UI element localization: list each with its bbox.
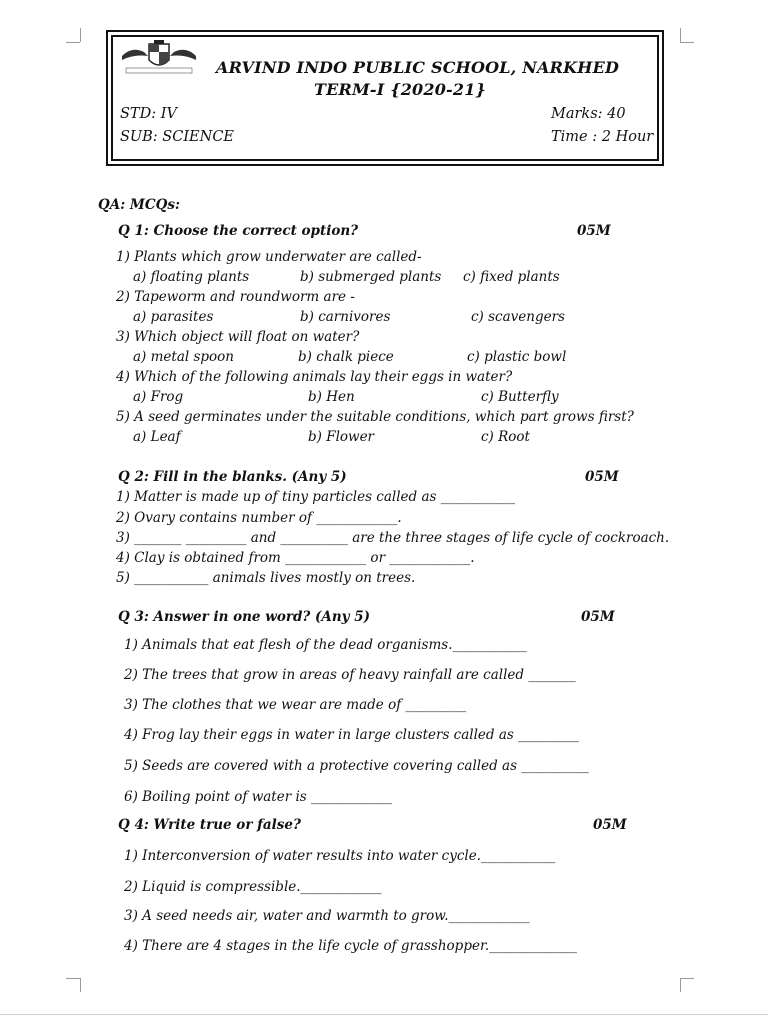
question-3-title: Q 3: Answer in one word? (Any 5) xyxy=(118,609,370,625)
mcq-option: b) Flower xyxy=(308,429,375,445)
question-3-marks: 05M xyxy=(581,609,615,625)
fill-blank-item: 5) ___________ animals lives mostly on trees. xyxy=(116,570,416,586)
fill-blank-item: 3) _______ _________ and __________ are the three stages of life cycle of cockroach. xyxy=(116,530,670,546)
mcq-option: c) scavengers xyxy=(471,309,565,325)
fill-blank-item: 2) Ovary contains number of ____________. xyxy=(116,510,402,526)
mcq-option: a) Frog xyxy=(133,389,184,405)
mcq-option: b) Hen xyxy=(308,389,355,405)
crop-mark xyxy=(680,42,694,43)
true-false-item: 2) Liquid is compressible.____________ xyxy=(124,879,382,895)
crop-mark xyxy=(66,978,80,979)
mcq-option: a) metal spoon xyxy=(133,349,234,365)
mcq-option: c) Root xyxy=(481,429,530,445)
true-false-item: 4) There are 4 stages in the life cycle of grasshopper._____________ xyxy=(124,938,577,954)
mcq-option: a) Leaf xyxy=(133,429,181,445)
mcq-question: 1) Plants which grow underwater are called- xyxy=(116,249,422,265)
question-1-marks: 05M xyxy=(577,223,611,239)
mcq-option: b) chalk piece xyxy=(298,349,394,365)
mcq-option: b) submerged plants xyxy=(300,269,442,285)
mcq-option: c) fixed plants xyxy=(463,269,560,285)
fill-blank-item: 1) Matter is made up of tiny particles called as ___________ xyxy=(116,489,515,505)
page-edge-line xyxy=(0,1014,768,1015)
school-name: ARVIND INDO PUBLIC SCHOOL, NARKHED xyxy=(216,58,620,77)
exam-term: TERM-I {2020-21} xyxy=(314,80,487,99)
crop-mark xyxy=(80,978,81,992)
mcq-option: c) plastic bowl xyxy=(467,349,567,365)
mcq-question: 3) Which object will float on water? xyxy=(116,329,360,345)
mcq-question: 4) Which of the following animals lay their eggs in water? xyxy=(116,369,513,385)
question-2-marks: 05M xyxy=(585,469,619,485)
mcq-question: 5) A seed germinates under the suitable conditions, which part grows first? xyxy=(116,409,634,425)
mcq-option: a) floating plants xyxy=(133,269,250,285)
crop-mark xyxy=(66,42,80,43)
true-false-item: 3) A seed needs air, water and warmth to grow.____________ xyxy=(124,908,530,924)
crop-mark xyxy=(80,28,81,42)
mcq-option: b) carnivores xyxy=(300,309,391,325)
true-false-item: 1) Interconversion of water results into water cycle.___________ xyxy=(124,848,556,864)
school-logo xyxy=(118,38,200,78)
std-label: STD: IV xyxy=(120,106,177,122)
one-word-item: 2) The trees that grow in areas of heavy rainfall are called _______ xyxy=(124,667,576,683)
question-1-title: Q 1: Choose the correct option? xyxy=(118,223,359,239)
fill-blank-item: 4) Clay is obtained from ____________ or ____________. xyxy=(116,550,475,566)
crop-mark xyxy=(680,28,681,42)
mcq-option: c) Butterfly xyxy=(481,389,559,405)
time-label: Time : 2 Hour xyxy=(551,129,654,145)
crop-mark xyxy=(680,978,694,979)
one-word-item: 6) Boiling point of water is ____________ xyxy=(124,789,392,805)
mcq-option: a) parasites xyxy=(133,309,214,325)
crop-mark xyxy=(680,978,681,992)
one-word-item: 5) Seeds are covered with a protective covering called as __________ xyxy=(124,758,589,774)
marks-label: Marks: 40 xyxy=(551,106,626,122)
mcq-question: 2) Tapeworm and roundworm are - xyxy=(116,289,355,305)
question-2-title: Q 2: Fill in the blanks. (Any 5) xyxy=(118,469,347,485)
question-4-title: Q 4: Write true or false? xyxy=(118,817,301,833)
one-word-item: 1) Animals that eat flesh of the dead organisms.___________ xyxy=(124,637,527,653)
section-heading: QA: MCQs: xyxy=(98,197,180,213)
question-4-marks: 05M xyxy=(593,817,627,833)
one-word-item: 4) Frog lay their eggs in water in large clusters called as _________ xyxy=(124,727,579,743)
one-word-item: 3) The clothes that we wear are made of _________ xyxy=(124,697,467,713)
subject-label: SUB: SCIENCE xyxy=(120,129,235,145)
